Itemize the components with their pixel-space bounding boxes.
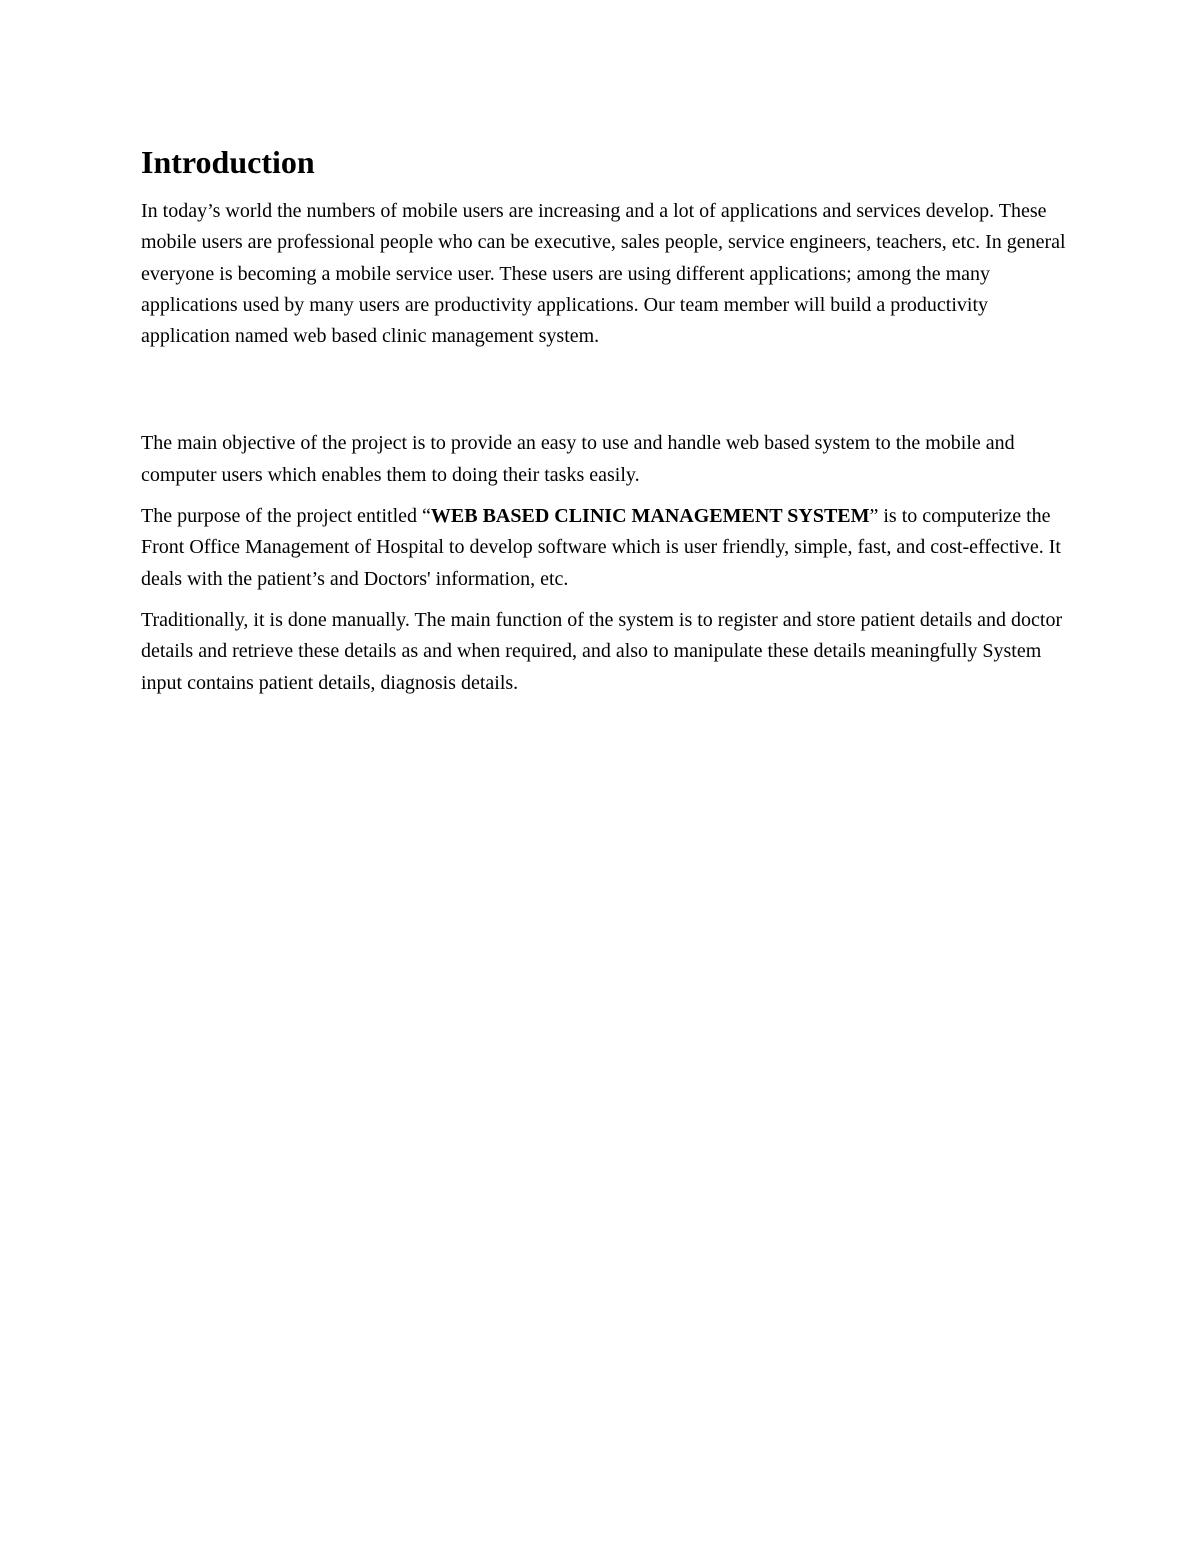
paragraph-closing: Traditionally, it is done manually. The main function of the system is to register and store patient details and doctor details and retrieve these details as and when required, and also to manipulate these details meaningfully System input contains patient details, diagnosis details. <box>141 608 1063 694</box>
paragraph-intro: In today’s world the numbers of mobile users are increasing and a lot of applications and services develop. These mobile users are professional people who can be executive, sales people, service engineers, teachers, etc. In general everyone is becoming a mobile service user. These users are using different applications; among the many applications used by many users are productivity applications. Our team member will build a productivity application named web based clinic management system. <box>141 200 1066 348</box>
paragraph-objective: The main objective of the project is to provide an easy to use and handle web based system to the mobile and computer users which enables them to doing their tasks easily. <box>141 432 1015 486</box>
page-title: Introduction <box>141 144 315 180</box>
paragraph-purpose <box>141 501 1066 595</box>
purpose-text-before: The purpose of the project entitled “ <box>141 505 431 528</box>
document-body <box>141 140 1066 709</box>
purpose-text-after: ” is to computerize the Front Office Management of Hospital to develop software which is user friendly, simple, fast, and cost-effective. It deals with the patient’s and Doctors' information, etc. <box>141 505 1061 590</box>
paragraph-spacer <box>141 362 1066 428</box>
project-name-emphasis: WEB BASED CLINIC MANAGEMENT SYSTEM <box>430 505 870 528</box>
